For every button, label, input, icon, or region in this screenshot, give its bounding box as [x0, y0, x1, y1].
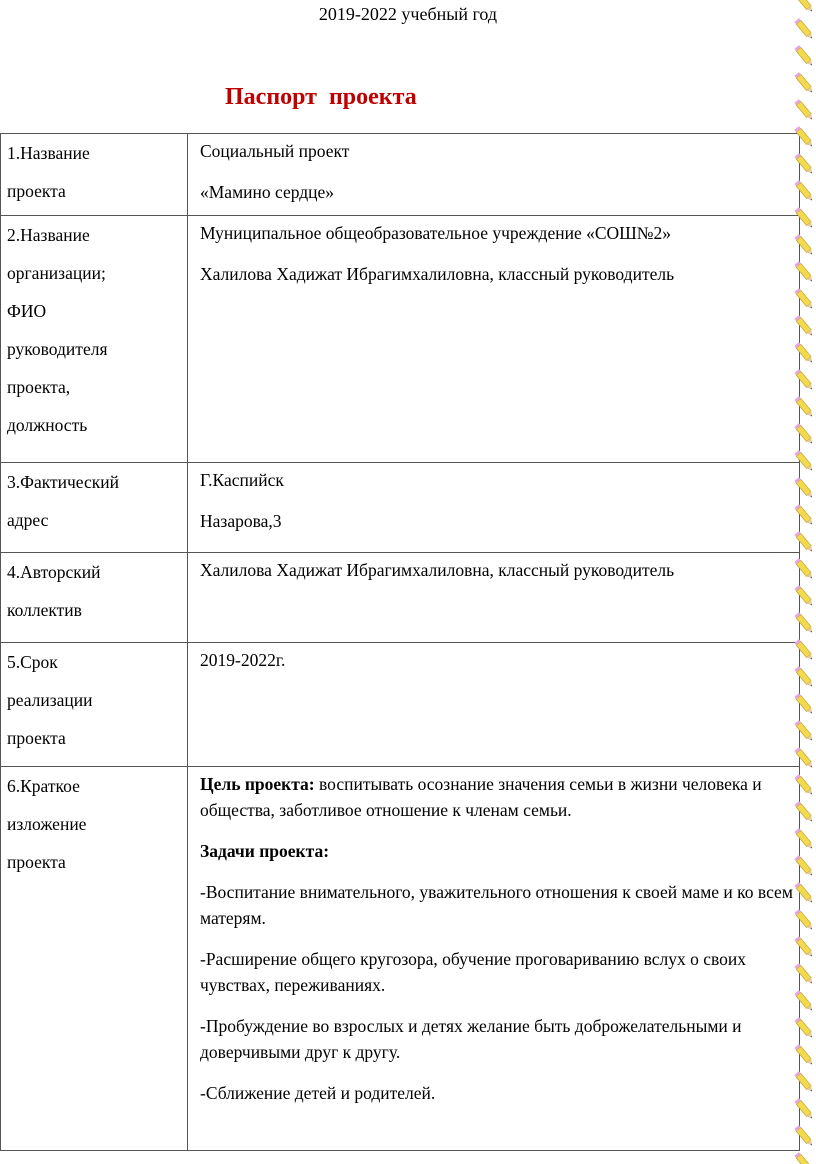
task-item: -Расширение общего кругозора, обучение проговариванию вслух о своих чувствах, переживаниях.: [200, 949, 747, 995]
label-line: 6.Краткое: [7, 776, 80, 796]
row-label-cell: [1, 134, 188, 216]
row-value-cell: [188, 134, 800, 216]
pencil-icon: [794, 369, 814, 391]
row-value-cell: [188, 643, 800, 767]
label-line: реализации: [7, 690, 93, 710]
value-line: Социальный проект: [200, 141, 350, 161]
pencil-icon: [794, 747, 814, 769]
label-line: изложение: [7, 814, 87, 834]
school-year-header: 2019-2022 учебный год: [318, 4, 498, 24]
label-line: 4.Авторский: [7, 562, 101, 582]
pencil-icon: [794, 963, 814, 985]
pencil-icon: [794, 828, 814, 850]
row-value-cell: [188, 463, 800, 553]
label-line: руководителя: [7, 339, 108, 359]
label-line: 5.Срок: [7, 652, 58, 672]
row-value-cell: [188, 553, 800, 643]
pencil-icon: [794, 153, 814, 175]
goal-paragraph: [200, 771, 793, 823]
pencil-icon: [794, 126, 814, 148]
label-line: ФИО: [7, 301, 47, 321]
page-title: Паспорт проекта: [225, 84, 417, 110]
row-label-cell: [1, 553, 188, 643]
task-item: -Пробуждение во взрослых и детях желание быть доброжелательными и доверчивыми друг к другу.: [200, 1016, 742, 1062]
pencil-icon: [794, 585, 814, 607]
task-item: -Воспитание внимательного, уважительного отношения к своей маме и ко всем матерям.: [200, 882, 793, 928]
row-value-cell: [188, 767, 800, 1151]
pencil-icon: [794, 558, 814, 580]
pencil-icon: [794, 477, 814, 499]
pencil-icon: [794, 936, 814, 958]
label-line: должность: [7, 415, 88, 435]
pencil-icon: [794, 882, 814, 904]
table-row: [1, 767, 800, 1151]
row-label-cell: [1, 643, 188, 767]
pencil-icon: [794, 207, 814, 229]
pencil-icon: [794, 909, 814, 931]
label-line: 1.Название: [7, 143, 90, 163]
row-value-cell: [188, 216, 800, 463]
pencil-icon: [794, 45, 814, 67]
pencil-icon: [794, 288, 814, 310]
label-line: проекта,: [7, 377, 71, 397]
table-row: [1, 216, 800, 463]
pencil-icon: [794, 0, 814, 13]
pencil-icon: [794, 990, 814, 1012]
label-line: организации;: [7, 263, 106, 283]
pencil-icon: [794, 99, 814, 121]
table-row: [1, 134, 800, 216]
row-label-cell: [1, 767, 188, 1151]
value-line: Халилова Хадижат Ибрагимхалиловна, классный руководитель: [200, 264, 675, 284]
pencil-icon: [794, 18, 814, 40]
pencil-icon: [794, 1017, 814, 1039]
pencil-icon: [794, 396, 814, 418]
label-line: адрес: [7, 510, 49, 530]
value-line: Муниципальное общеобразовательное учреждение «СОШ№2»: [200, 223, 671, 243]
label-line: проекта: [7, 728, 66, 748]
pencil-icon: [794, 666, 814, 688]
tasks-heading: Задачи проекта:: [200, 841, 330, 861]
task-item: -Сближение детей и родителей.: [200, 1083, 436, 1103]
row-label-cell: [1, 216, 188, 463]
value-line: «Мамино сердце»: [200, 182, 335, 202]
table-row: [1, 643, 800, 767]
label-line: проекта: [7, 852, 66, 872]
pencil-icon: [794, 450, 814, 472]
pencil-icon: [794, 261, 814, 283]
pencil-icon: [794, 315, 814, 337]
label-line: 3.Фактический: [7, 472, 120, 492]
value-line: 2019-2022г.: [200, 650, 286, 670]
table-row: [1, 463, 800, 553]
pencil-icon: [794, 423, 814, 445]
label-line: 2.Название: [7, 225, 90, 245]
pencil-icon: [794, 720, 814, 742]
pencil-icon: [794, 855, 814, 877]
project-passport-table: [0, 133, 800, 1151]
pencil-icon: [794, 1152, 814, 1164]
pencil-icon: [794, 1125, 814, 1147]
pencil-icon: [794, 1071, 814, 1093]
pencil-icon: [794, 801, 814, 823]
pencil-icon: [794, 1098, 814, 1120]
pencil-icon: [794, 531, 814, 553]
pencil-icon: [794, 342, 814, 364]
label-line: коллектив: [7, 600, 82, 620]
row-label-cell: [1, 463, 188, 553]
pencil-icon: [794, 639, 814, 661]
pencil-icon: [794, 693, 814, 715]
value-line: Назарова,3: [200, 511, 282, 531]
goal-heading: Цель проекта:: [200, 774, 315, 794]
table-row: [1, 553, 800, 643]
value-line: Г.Каспийск: [200, 470, 284, 490]
pencil-icon: [794, 180, 814, 202]
goal-text: воспитывать осознание значения семьи в жизни человека и общества, заботливое отношение к членам семьи.: [200, 774, 762, 820]
pencil-border-decoration: [794, 0, 816, 1164]
pencil-icon: [794, 504, 814, 526]
pencil-icon: [794, 234, 814, 256]
pencil-icon: [794, 1044, 814, 1066]
pencil-icon: [794, 774, 814, 796]
pencil-icon: [794, 612, 814, 634]
pencil-icon: [794, 72, 814, 94]
label-line: проекта: [7, 181, 66, 201]
value-line: Халилова Хадижат Ибрагимхалиловна, классный руководитель: [200, 560, 675, 580]
